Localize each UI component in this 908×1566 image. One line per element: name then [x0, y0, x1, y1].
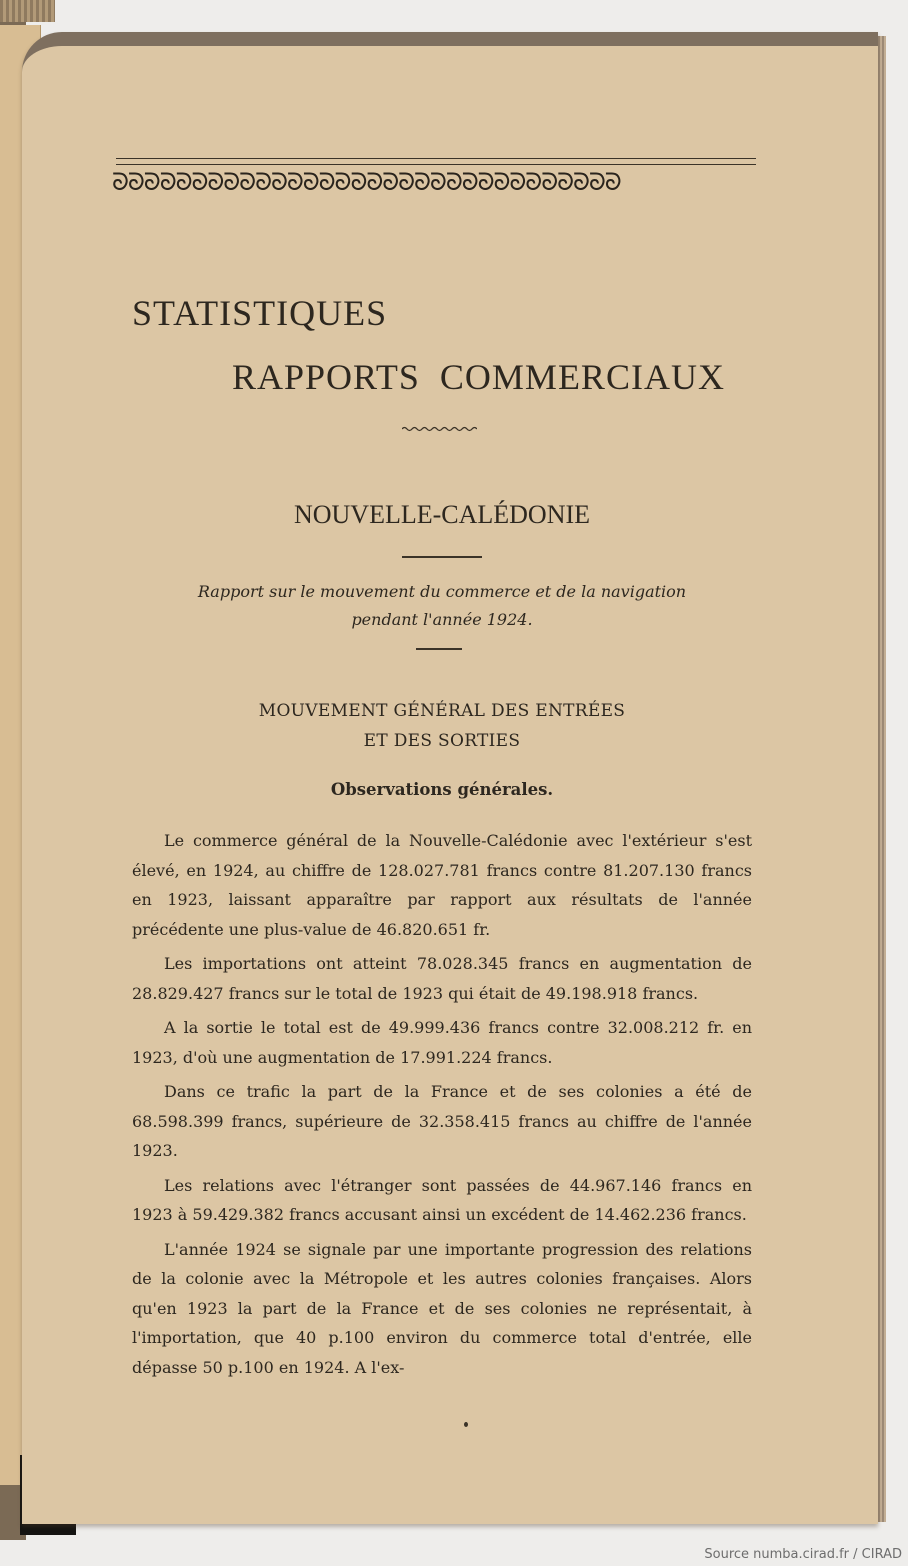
heading-statistiques: STATISTIQUES — [132, 293, 388, 333]
report-subtitle — [122, 578, 762, 634]
section-heading-line-2: ET DES SORTIES — [363, 731, 521, 751]
heading-rapports-commerciaux: RAPPORTS COMMERCIAUX — [232, 357, 725, 397]
colony-heading: NOUVELLE-CALÉDONIE — [293, 500, 591, 529]
subtitle-line-2: pendant l'année 1924. — [351, 610, 533, 629]
page-mark-dot — [464, 1422, 468, 1427]
paragraph: Les relations avec l'étranger sont passées de 44.967.146 francs en 1923 à 59.429.382 francs accusant ainsi un excédent de 14.462.236 francs. — [132, 1175, 752, 1224]
paragraph: A la sortie le total est de 49.999.436 francs contre 32.008.212 fr. en 1923, d'où une augmentation de 17.991.224 francs. — [132, 1018, 752, 1067]
wavy-rule-divider — [402, 426, 477, 432]
rule-divider — [402, 556, 482, 558]
body-text — [132, 826, 752, 1382]
book-cover-cloth — [0, 0, 55, 22]
book-page — [22, 32, 878, 1524]
source-credit: Source numba.cirad.fr / CIRAD — [704, 1547, 902, 1562]
subtitle-line-1: Rapport sur le mouvement du commerce et de la navigation — [197, 582, 687, 601]
paragraph: Dans ce trafic la part de la France et de ses colonies a été de 68.598.399 francs, supérieure de 32.358.415 francs au chiffre de l'année 1923. — [132, 1082, 752, 1160]
paragraph: Les importations ont atteint 78.028.345 francs en augmentation de 28.829.427 francs sur le total de 1923 qui était de 49.198.918 francs. — [132, 954, 752, 1003]
paragraph: Le commerce général de la Nouvelle-Calédonie avec l'extérieur s'est élevé, en 1924, au chiffre de 128.027.781 francs contre 81.207.130 francs en 1923, laissant apparaître par rapport aux résultats de l'année précédente une plus-value de 46.820.651 fr. — [132, 831, 752, 939]
section-heading — [122, 696, 762, 756]
rule-divider — [416, 648, 462, 650]
subsection-heading: Observations générales. — [330, 780, 554, 799]
double-rule-divider — [116, 158, 756, 165]
greek-key-ornament: ᘐᘐᘐᘐᘐᘐᘐᘐᘐᘐᘐᘐᘐᘐᘐᘐᘐᘐᘐᘐᘐᘐᘐᘐᘐᘐᘐᘐᘐᘐᘐᘐ — [112, 168, 621, 196]
section-heading-line-1: MOUVEMENT GÉNÉRAL DES ENTRÉES — [258, 701, 626, 721]
paragraph: L'année 1924 se signale par une importante progression des relations de la colonie avec la Métropole et les autres colonies françaises. Alors qu'en 1923 la part de la France et de ses colonies ne représentait, à l'importation, que 40 p.100 environ du commerce total d'entrée, elle dépasse 50 p.100 en 1924. A l'ex- — [132, 1239, 752, 1377]
